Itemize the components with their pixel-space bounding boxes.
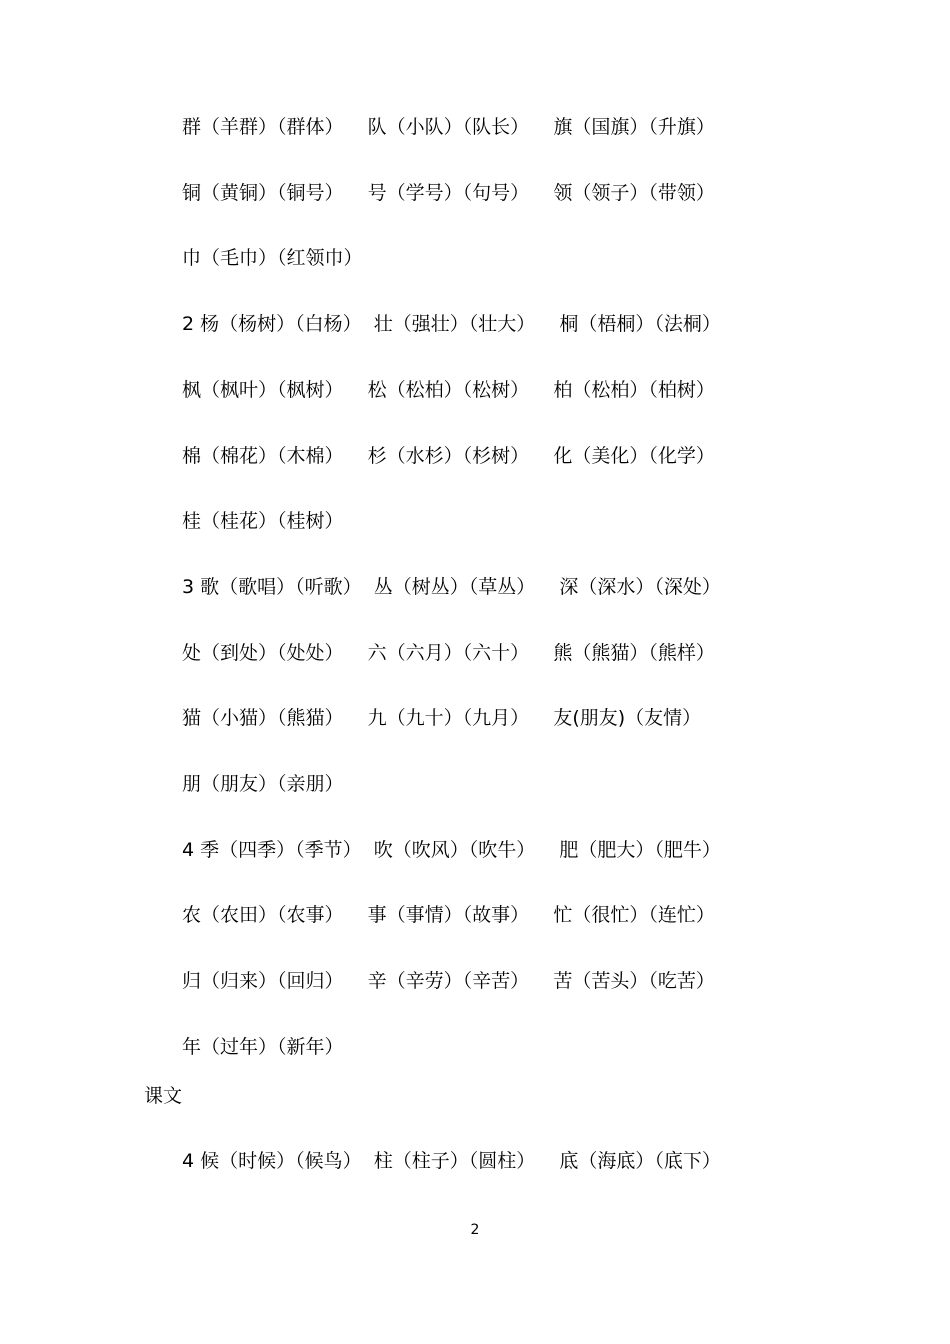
word-line: 棉（棉花）（木棉） 杉（水杉）（杉树） 化（美化）（化学） [182,445,715,467]
word-line: 群（羊群）（群体） 队（小队）（队长） 旗（国旗）（升旗） [182,116,715,138]
word-line: 归（归来）（回归） 辛（辛劳）（辛苦） 苦（苦头）（吃苦） [182,970,715,992]
word-line: 处（到处）（处处） 六（六月）（六十） 熊（熊猫）（熊样） [182,642,715,664]
word-line: 农（农田）（农事） 事（事情）（故事） 忙（很忙）（连忙） [182,904,715,926]
word-line: 4 季（四季）（季节） 吹（吹风）（吹牛） 肥（肥大）（肥牛） [182,839,721,861]
word-line: 3 歌（歌唱）（听歌） 丛（树丛）（草丛） 深（深水）（深处） [182,576,721,598]
word-line: 朋（朋友）（亲朋） [182,773,344,795]
section-heading: 课文 [144,1085,183,1107]
word-line: 猫（小猫）（熊猫） 九（九十）（九月） 友(朋友)（友情） [182,707,702,729]
word-line: 巾（毛巾）（红领巾） [182,247,363,269]
word-line: 2 杨（杨树）（白杨） 壮（强壮）（壮大） 桐（梧桐）（法桐） [182,313,721,335]
word-line: 铜（黄铜）（铜号） 号（学号）（句号） 领（领子）（带领） [182,182,715,204]
word-line: 年（过年）（新年） [182,1036,344,1058]
word-line: 4 候（时候）（候鸟） 柱（柱子）（圆柱） 底（海底）（底下） [182,1150,721,1172]
word-line: 桂（桂花）（桂树） [182,510,344,532]
page-number: 2 [470,1222,480,1238]
word-line: 枫（枫叶）（枫树） 松（松柏）（松树） 柏（松柏）（柏树） [182,379,715,401]
